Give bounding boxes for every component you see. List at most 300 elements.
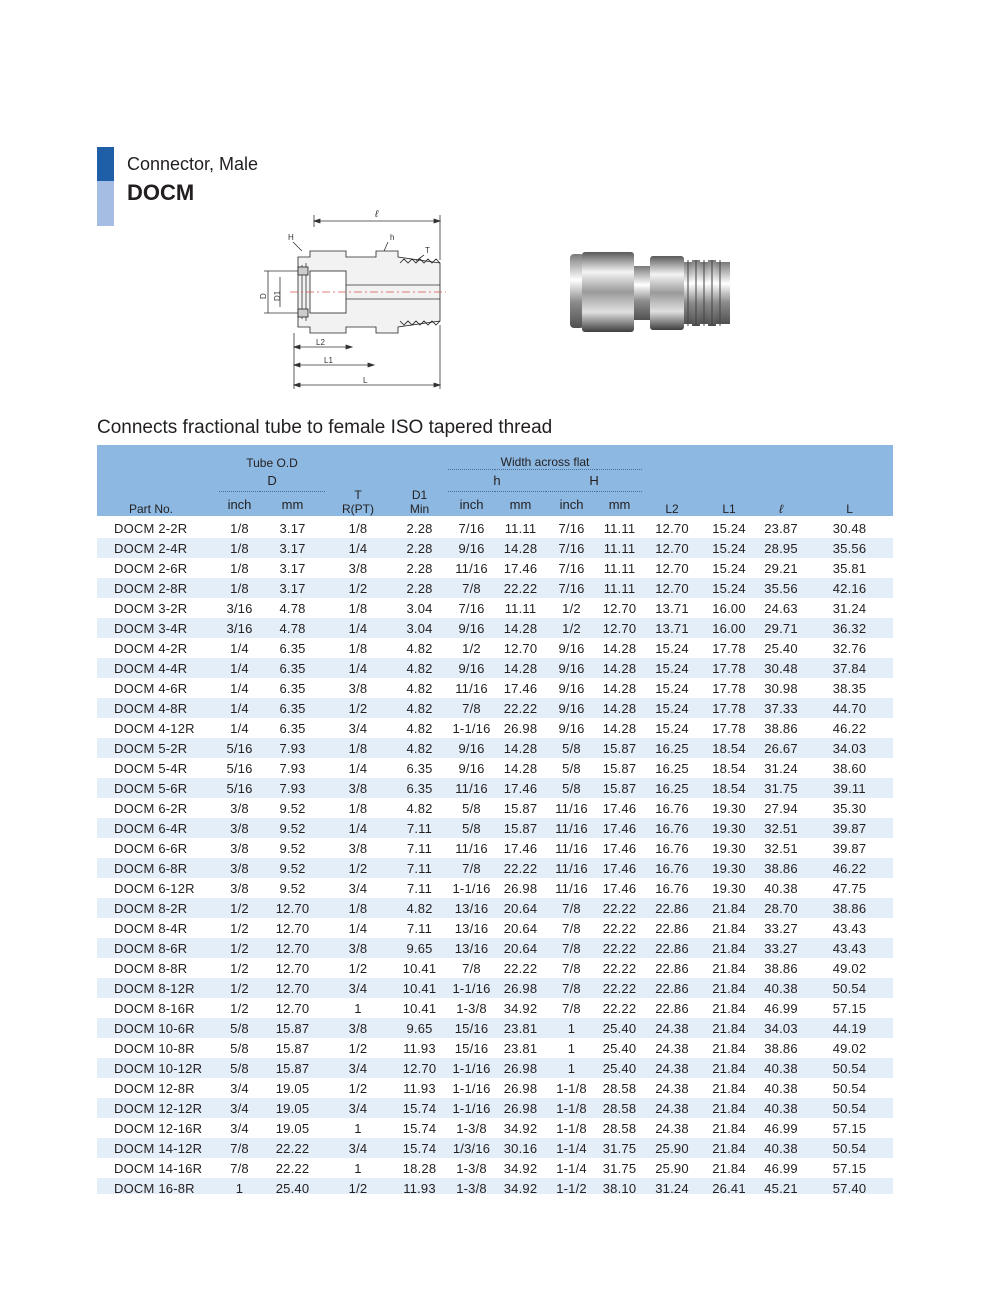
table-cell: 1 bbox=[567, 1040, 576, 1056]
header-hh-inch: inch bbox=[546, 492, 597, 517]
part-number-cell: DOCM 6-2R bbox=[114, 800, 188, 816]
table-cell: 7/16 bbox=[458, 600, 485, 616]
table-cell: 9.52 bbox=[279, 880, 306, 896]
label-H: H bbox=[288, 233, 294, 242]
table-cell: 15.24 bbox=[642, 658, 702, 678]
table-cell: 15.24 bbox=[655, 640, 689, 656]
table-cell: 9/16 bbox=[558, 680, 585, 696]
table-cell: 15.24 bbox=[712, 520, 746, 536]
part-number-cell: DOCM 12-16R bbox=[114, 1120, 203, 1136]
table-cell: 15.87 bbox=[275, 1040, 310, 1056]
part-number-cell: DOCM 3-2R bbox=[114, 600, 188, 616]
table-cell: 12.70 bbox=[275, 920, 310, 936]
table-cell: 10.41 bbox=[391, 978, 448, 998]
table-cell: 20.64 bbox=[495, 898, 546, 918]
table-cell: 25.40 bbox=[764, 640, 798, 656]
table-cell: 12.70 bbox=[655, 520, 689, 536]
table-cell: 2.28 bbox=[406, 520, 433, 536]
table-cell: 38.10 bbox=[597, 1178, 642, 1194]
table-cell: 9/16 bbox=[448, 618, 495, 638]
table-row bbox=[97, 878, 893, 898]
table-cell: 21.84 bbox=[702, 1098, 756, 1118]
table-cell: 21.84 bbox=[712, 1040, 746, 1056]
table-cell: 14.28 bbox=[597, 658, 642, 678]
table-cell: 12.70 bbox=[260, 898, 325, 918]
table-cell: 22.22 bbox=[275, 1160, 310, 1176]
table-cell: 15.24 bbox=[655, 680, 689, 696]
table-cell: 17.78 bbox=[712, 720, 746, 736]
table-cell: 15.24 bbox=[702, 578, 756, 598]
part-number-cell: DOCM 4-8R bbox=[97, 698, 219, 718]
table-row bbox=[97, 516, 893, 538]
part-number-cell: DOCM 4-4R bbox=[97, 658, 219, 678]
table-cell: 5/8 bbox=[546, 738, 597, 758]
table-cell: 26.98 bbox=[495, 1098, 546, 1118]
table-cell: 24.38 bbox=[642, 1098, 702, 1118]
table-cell: 24.38 bbox=[655, 1120, 689, 1136]
table-cell: 9/16 bbox=[458, 760, 485, 776]
table-row bbox=[97, 718, 893, 738]
table-cell: 6.35 bbox=[279, 680, 306, 696]
table-cell: 34.03 bbox=[756, 1018, 806, 1038]
table-cell: 24.38 bbox=[642, 1058, 702, 1078]
table-cell: 40.38 bbox=[756, 1138, 806, 1158]
table-cell: 3.04 bbox=[391, 618, 448, 638]
table-cell: 11/16 bbox=[455, 560, 488, 576]
table-cell: 16.25 bbox=[655, 760, 689, 776]
table-row bbox=[97, 1118, 893, 1138]
part-number-cell: DOCM 2-6R bbox=[114, 560, 188, 576]
table-cell: 32.51 bbox=[764, 840, 798, 856]
table-cell: 35.81 bbox=[832, 560, 867, 576]
table-cell: 1 bbox=[546, 1018, 597, 1038]
table-cell: 7.11 bbox=[406, 920, 433, 936]
table-row bbox=[97, 798, 893, 818]
table-cell: 17.46 bbox=[597, 858, 642, 878]
table-cell: 3/8 bbox=[230, 880, 249, 896]
table-cell: 14.28 bbox=[602, 640, 637, 656]
table-cell: 11.11 bbox=[504, 600, 537, 616]
table-cell: 28.70 bbox=[756, 898, 806, 918]
table-cell: 57.40 bbox=[806, 1178, 893, 1194]
table-cell: 44.70 bbox=[806, 698, 893, 718]
table-cell: 11/16 bbox=[555, 800, 588, 816]
table-cell: 17.78 bbox=[712, 680, 746, 696]
table-cell: 21.84 bbox=[702, 1018, 756, 1038]
table-cell: 3/4 bbox=[348, 720, 368, 736]
table-row bbox=[97, 678, 893, 698]
table-cell: 1 bbox=[354, 1000, 362, 1016]
table-cell: 43.43 bbox=[806, 938, 893, 958]
table-cell: 14.28 bbox=[495, 618, 546, 638]
table-cell: 1/8 bbox=[325, 898, 391, 918]
table-cell: 38.86 bbox=[764, 1040, 798, 1056]
table-cell: 38.35 bbox=[832, 680, 867, 696]
table-row bbox=[97, 658, 893, 678]
table-cell: 1/4 bbox=[348, 920, 368, 936]
part-number-cell: DOCM 12-12R bbox=[97, 1098, 219, 1118]
table-cell: 22.22 bbox=[503, 960, 538, 976]
table-cell: 3/8 bbox=[325, 778, 391, 798]
table-cell: 18.54 bbox=[712, 760, 746, 776]
table-cell: 15.87 bbox=[503, 800, 538, 816]
table-cell: 47.75 bbox=[832, 880, 867, 896]
table-cell: 43.43 bbox=[832, 920, 867, 936]
header-width-across-flat: Width across flat bbox=[448, 445, 642, 470]
table-cell: 16.25 bbox=[642, 738, 702, 758]
table-cell: 3/4 bbox=[325, 1058, 391, 1078]
table-cell: 27.94 bbox=[764, 800, 798, 816]
table-cell: 25.40 bbox=[602, 1040, 637, 1056]
table-row bbox=[97, 778, 893, 798]
table-row bbox=[97, 598, 893, 618]
table-cell: 1/4 bbox=[325, 618, 391, 638]
table-cell: 21.84 bbox=[712, 1000, 746, 1016]
table-cell: 9/16 bbox=[448, 538, 495, 558]
table-cell: 14.28 bbox=[602, 680, 637, 696]
table-cell: 40.38 bbox=[764, 1080, 798, 1096]
table-cell: 1-3/8 bbox=[448, 1178, 495, 1194]
table-cell: 38.86 bbox=[764, 720, 798, 736]
dimension-table bbox=[97, 445, 893, 1194]
table-cell: 33.27 bbox=[764, 920, 798, 936]
dimension-table-container bbox=[97, 445, 893, 1194]
table-cell: 7/16 bbox=[558, 560, 585, 576]
table-row bbox=[97, 1178, 893, 1194]
table-cell: 49.02 bbox=[832, 1040, 867, 1056]
table-cell: 3/4 bbox=[230, 1120, 249, 1136]
table-cell: 21.84 bbox=[712, 920, 746, 936]
table-cell: 22.86 bbox=[642, 938, 702, 958]
table-cell: 18.54 bbox=[702, 738, 756, 758]
table-cell: 22.86 bbox=[642, 978, 702, 998]
cross-section-drawing bbox=[250, 205, 460, 395]
table-cell: 1-3/8 bbox=[456, 1000, 487, 1016]
table-cell: 4.82 bbox=[406, 800, 433, 816]
header-hh-mm: mm bbox=[597, 492, 642, 517]
part-number-cell: DOCM 2-2R bbox=[114, 520, 188, 536]
table-row bbox=[97, 838, 893, 858]
table-cell: 50.54 bbox=[806, 1138, 893, 1158]
table-cell: 9.52 bbox=[260, 818, 325, 838]
table-cell: 4.82 bbox=[391, 738, 448, 758]
table-cell: 33.27 bbox=[756, 938, 806, 958]
part-number-cell: DOCM 5-4R bbox=[114, 760, 188, 776]
table-row bbox=[97, 1018, 893, 1038]
table-row bbox=[97, 958, 893, 978]
table-cell: 31.75 bbox=[597, 1138, 642, 1158]
table-cell: 30.98 bbox=[764, 680, 798, 696]
dim-ell-label: ℓ bbox=[375, 209, 379, 220]
table-cell: 6.35 bbox=[260, 658, 325, 678]
table-cell: 7/8 bbox=[219, 1138, 260, 1158]
header-d1-label: D1 bbox=[411, 488, 428, 502]
table-cell: 7.11 bbox=[406, 840, 433, 856]
table-cell: 3/8 bbox=[348, 680, 368, 696]
table-cell: 24.38 bbox=[655, 1080, 689, 1096]
table-cell: 22.22 bbox=[597, 938, 642, 958]
table-cell: 12.70 bbox=[275, 960, 310, 976]
table-cell: 19.30 bbox=[702, 858, 756, 878]
table-cell: 37.33 bbox=[756, 698, 806, 718]
table-cell: 1-1/8 bbox=[556, 1120, 587, 1136]
table-cell: 17.46 bbox=[495, 778, 546, 798]
table-cell: 1/8 bbox=[325, 738, 391, 758]
table-row bbox=[97, 578, 893, 598]
table-cell: 46.99 bbox=[764, 1120, 798, 1136]
table-cell: 15.74 bbox=[391, 1138, 448, 1158]
product-title: DOCM bbox=[127, 180, 195, 205]
table-row bbox=[97, 1098, 893, 1118]
table-cell: 4.78 bbox=[260, 618, 325, 638]
table-cell: 1/2 bbox=[348, 1040, 368, 1056]
table-cell: 38.60 bbox=[832, 760, 867, 776]
table-cell: 1/3/16 bbox=[448, 1138, 495, 1158]
table-cell: 17.46 bbox=[602, 840, 637, 856]
header-min: Min bbox=[409, 502, 430, 516]
table-cell: 16.76 bbox=[655, 840, 689, 856]
table-cell: 12.70 bbox=[391, 1058, 448, 1078]
table-cell: 40.38 bbox=[764, 880, 798, 896]
table-cell: 1/4 bbox=[325, 658, 391, 678]
table-cell: 2.28 bbox=[406, 560, 433, 576]
table-cell: 4.78 bbox=[279, 600, 306, 616]
part-number-cell: DOCM 5-6R bbox=[97, 778, 219, 798]
table-cell: 15.24 bbox=[712, 560, 746, 576]
table-cell: 32.51 bbox=[756, 818, 806, 838]
table-cell: 5/8 bbox=[448, 818, 495, 838]
table-cell: 5/8 bbox=[219, 1018, 260, 1038]
table-cell: 9.52 bbox=[279, 840, 306, 856]
table-cell: 7/8 bbox=[462, 960, 481, 976]
table-cell: 40.38 bbox=[756, 978, 806, 998]
table-cell: 7/8 bbox=[562, 1000, 581, 1016]
table-cell: 1/4 bbox=[325, 538, 391, 558]
table-cell: 1/8 bbox=[348, 600, 368, 616]
header-t-label: T bbox=[354, 488, 362, 502]
table-cell: 3/4 bbox=[230, 1080, 249, 1096]
table-row bbox=[97, 998, 893, 1018]
table-cell: 1-3/8 bbox=[456, 1160, 487, 1176]
product-subtitle: Connector, Male bbox=[127, 154, 259, 174]
table-cell: 11/16 bbox=[555, 880, 588, 896]
table-cell: 34.92 bbox=[503, 1120, 538, 1136]
header-ell: ℓ bbox=[756, 445, 806, 516]
table-cell: 31.24 bbox=[832, 600, 867, 616]
table-cell: 15.74 bbox=[391, 1098, 448, 1118]
table-cell: 21.84 bbox=[712, 960, 746, 976]
part-number-cell: DOCM 8-16R bbox=[114, 1000, 195, 1016]
table-cell: 1 bbox=[354, 1120, 362, 1136]
table-cell: 39.87 bbox=[832, 840, 867, 856]
table-cell: 3/8 bbox=[325, 1018, 391, 1038]
table-cell: 7/8 bbox=[230, 1160, 249, 1176]
table-cell: 1/8 bbox=[348, 800, 368, 816]
table-cell: 1/8 bbox=[348, 520, 368, 536]
table-cell: 25.40 bbox=[597, 1018, 642, 1038]
table-cell: 24.38 bbox=[642, 1018, 702, 1038]
table-cell: 6.35 bbox=[279, 640, 306, 656]
table-cell: 9.65 bbox=[391, 1018, 448, 1038]
table-cell: 11/16 bbox=[455, 680, 488, 696]
table-cell: 4.82 bbox=[406, 640, 433, 656]
table-cell: 3.17 bbox=[279, 520, 306, 536]
table-cell: 13.71 bbox=[655, 600, 689, 616]
table-cell: 7.11 bbox=[391, 858, 448, 878]
table-cell: 17.46 bbox=[503, 680, 538, 696]
table-cell: 26.98 bbox=[503, 880, 538, 896]
table-cell: 28.95 bbox=[756, 538, 806, 558]
part-number-cell: DOCM 14-12R bbox=[97, 1138, 219, 1158]
table-cell: 1/2 bbox=[325, 858, 391, 878]
label-T: T bbox=[425, 246, 430, 255]
table-cell: 11/16 bbox=[448, 778, 495, 798]
table-cell: 5/8 bbox=[219, 1058, 260, 1078]
label-L: L bbox=[363, 376, 368, 385]
table-cell: 16.76 bbox=[655, 800, 689, 816]
table-cell: 1/2 bbox=[219, 978, 260, 998]
table-cell: 23.87 bbox=[764, 520, 798, 536]
table-cell: 21.84 bbox=[712, 1080, 746, 1096]
table-cell: 1/2 bbox=[230, 960, 249, 976]
table-cell: 21.84 bbox=[702, 978, 756, 998]
header-d-inch: inch bbox=[219, 492, 260, 517]
table-cell: 3/8 bbox=[348, 840, 368, 856]
table-cell: 3.04 bbox=[406, 600, 433, 616]
table-cell: 25.90 bbox=[642, 1138, 702, 1158]
table-cell: 9.65 bbox=[391, 938, 448, 958]
table-cell: 6.35 bbox=[406, 760, 433, 776]
table-cell: 16.25 bbox=[642, 778, 702, 798]
table-cell: 5/16 bbox=[219, 738, 260, 758]
table-cell: 1/2 bbox=[230, 1000, 249, 1016]
table-cell: 3/4 bbox=[348, 880, 368, 896]
table-cell: 1/4 bbox=[348, 760, 368, 776]
part-number-cell: DOCM 8-12R bbox=[97, 978, 219, 998]
table-cell: 44.19 bbox=[806, 1018, 893, 1038]
table-cell: 9.52 bbox=[260, 858, 325, 878]
part-number-cell: DOCM 10-6R bbox=[97, 1018, 219, 1038]
table-cell: 6.35 bbox=[391, 778, 448, 798]
table-cell: 38.86 bbox=[764, 960, 798, 976]
part-number-cell: DOCM 2-8R bbox=[97, 578, 219, 598]
table-cell: 23.81 bbox=[495, 1018, 546, 1038]
table-cell: 9/16 bbox=[558, 720, 585, 736]
table-cell: 38.86 bbox=[806, 898, 893, 918]
part-number-cell: DOCM 6-6R bbox=[114, 840, 188, 856]
table-cell: 4.82 bbox=[406, 680, 433, 696]
table-cell: 17.78 bbox=[702, 698, 756, 718]
product-photo bbox=[562, 240, 742, 345]
table-cell: 12.70 bbox=[260, 938, 325, 958]
product-description: Connects fractional tube to female ISO tapered thread bbox=[97, 417, 553, 438]
table-cell: 1/4 bbox=[230, 720, 249, 736]
table-row bbox=[97, 898, 893, 918]
table-cell: 19.05 bbox=[275, 1080, 310, 1096]
header-d-mm: mm bbox=[260, 492, 325, 517]
header-d1 bbox=[391, 445, 448, 516]
part-number-cell: DOCM 14-16R bbox=[114, 1160, 203, 1176]
table-cell: 3/4 bbox=[325, 978, 391, 998]
part-number-cell: DOCM 8-8R bbox=[114, 960, 188, 976]
table-cell: 49.02 bbox=[832, 960, 867, 976]
table-cell: 12.70 bbox=[275, 1000, 310, 1016]
header-l: L bbox=[806, 445, 893, 516]
table-cell: 14.28 bbox=[495, 738, 546, 758]
table-cell: 29.21 bbox=[764, 560, 798, 576]
table-cell: 11.11 bbox=[603, 560, 636, 576]
table-cell: 7/8 bbox=[448, 698, 495, 718]
header-t bbox=[325, 445, 391, 516]
table-cell: 3.17 bbox=[279, 560, 306, 576]
table-cell: 35.56 bbox=[806, 538, 893, 558]
table-cell: 12.70 bbox=[655, 560, 689, 576]
table-cell: 12.70 bbox=[602, 600, 637, 616]
table-cell: 1-1/4 bbox=[556, 1160, 587, 1176]
table-cell: 40.38 bbox=[756, 1098, 806, 1118]
table-row bbox=[97, 618, 893, 638]
table-cell: 22.86 bbox=[655, 960, 689, 976]
table-cell: 21.84 bbox=[702, 938, 756, 958]
part-number-cell: DOCM 8-2R bbox=[97, 898, 219, 918]
table-cell: 22.22 bbox=[602, 1000, 637, 1016]
table-cell: 11.11 bbox=[597, 578, 642, 598]
table-cell: 3/4 bbox=[325, 1138, 391, 1158]
table-cell: 1-1/16 bbox=[448, 978, 495, 998]
table-row bbox=[97, 758, 893, 778]
table-cell: 34.92 bbox=[495, 1178, 546, 1194]
table-cell: 40.38 bbox=[756, 1058, 806, 1078]
part-number-cell: DOCM 12-8R bbox=[114, 1080, 195, 1096]
table-cell: 1-1/4 bbox=[546, 1138, 597, 1158]
table-cell: 26.98 bbox=[503, 720, 538, 736]
table-cell: 35.56 bbox=[756, 578, 806, 598]
table-cell: 46.22 bbox=[806, 858, 893, 878]
table-cell: 19.30 bbox=[712, 800, 746, 816]
table-cell: 11.93 bbox=[403, 1040, 436, 1056]
table-cell: 38.86 bbox=[756, 858, 806, 878]
table-cell: 14.28 bbox=[597, 698, 642, 718]
table-cell: 28.58 bbox=[602, 1080, 637, 1096]
table-cell: 31.24 bbox=[642, 1178, 702, 1194]
header-l1: L1 bbox=[702, 445, 756, 516]
table-cell: 9/16 bbox=[546, 698, 597, 718]
table-row bbox=[97, 638, 893, 658]
header-r-pt: R(PT) bbox=[342, 502, 375, 516]
table-cell: 1/8 bbox=[230, 520, 249, 536]
table-cell: 3/8 bbox=[348, 560, 368, 576]
table-cell: 50.54 bbox=[806, 1058, 893, 1078]
table-cell: 31.75 bbox=[756, 778, 806, 798]
part-number-cell: DOCM 4-6R bbox=[114, 680, 188, 696]
table-cell: 1/2 bbox=[219, 938, 260, 958]
table-cell: 19.30 bbox=[712, 880, 746, 896]
header-h-small: h bbox=[448, 470, 546, 492]
table-cell: 1-1/16 bbox=[452, 1080, 491, 1096]
header-l2: L2 bbox=[642, 445, 702, 516]
table-row bbox=[97, 1158, 893, 1178]
table-cell: 7.93 bbox=[260, 778, 325, 798]
table-cell: 16.76 bbox=[642, 818, 702, 838]
table-cell: 26.98 bbox=[495, 1058, 546, 1078]
table-cell: 46.99 bbox=[764, 1160, 798, 1176]
table-cell: 1/2 bbox=[562, 600, 581, 616]
table-row bbox=[97, 858, 893, 878]
table-cell: 26.98 bbox=[503, 1080, 538, 1096]
table-cell: 57.15 bbox=[832, 1000, 867, 1016]
table-cell: 7/8 bbox=[562, 920, 581, 936]
part-number-cell: DOCM 16-8R bbox=[97, 1178, 219, 1194]
